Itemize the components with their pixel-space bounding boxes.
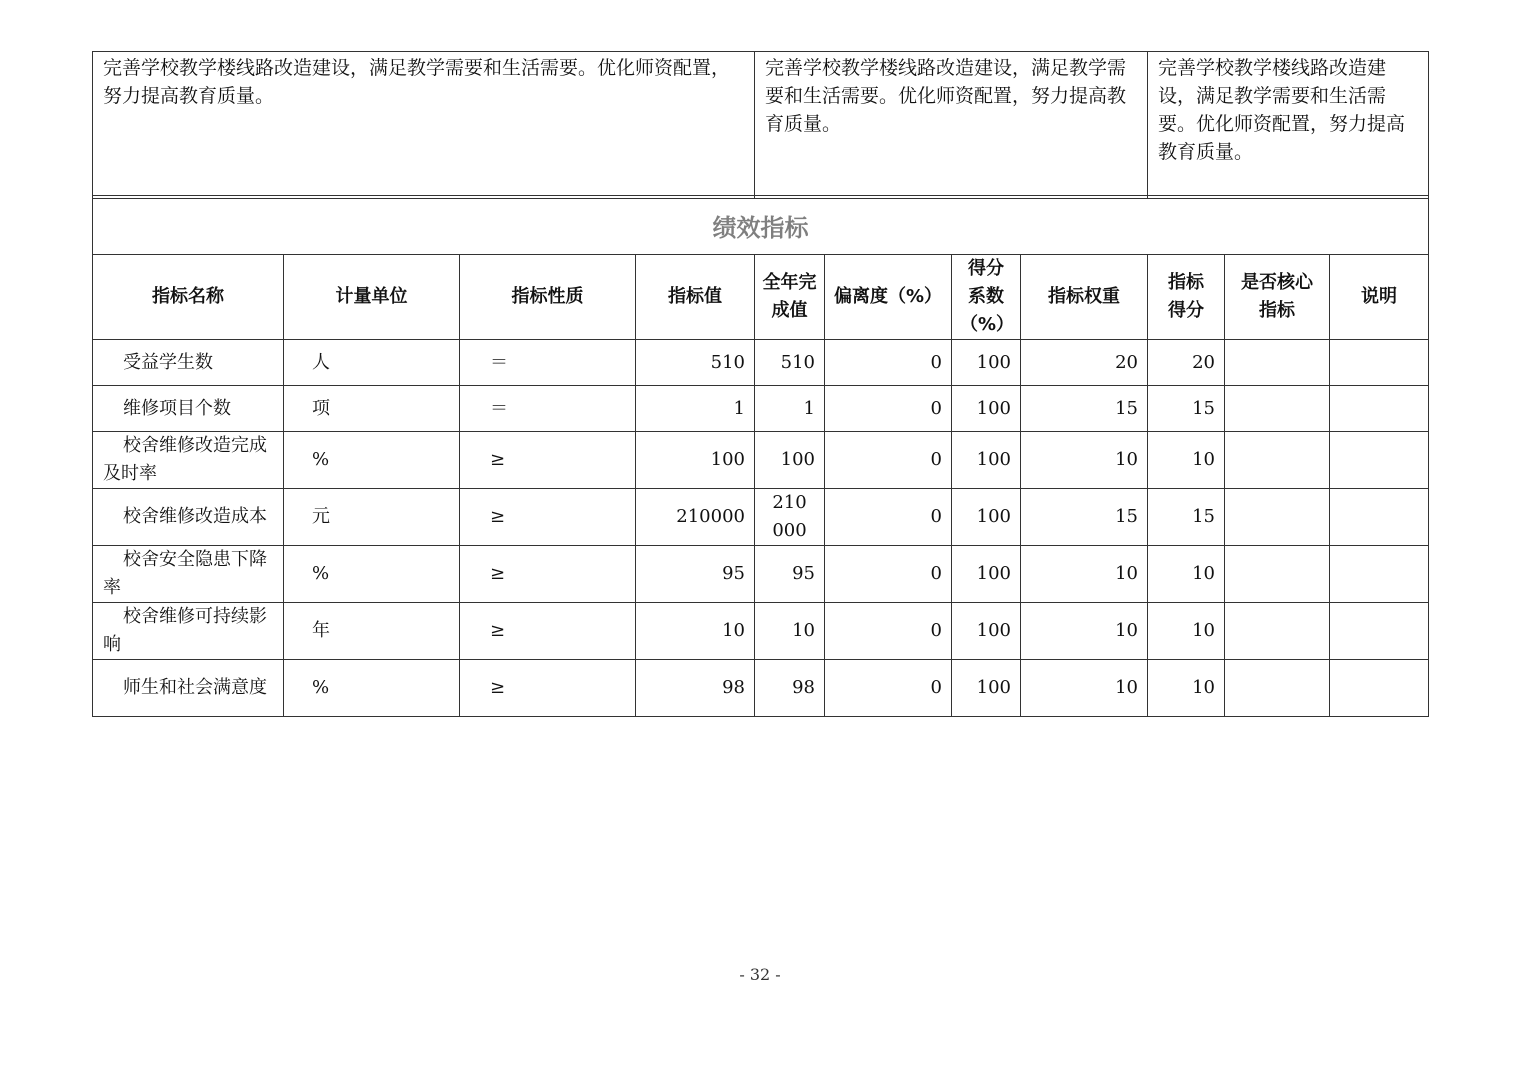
coefficient-cell: 100: [952, 660, 1021, 717]
header-target-value: 指标值: [636, 255, 755, 340]
coefficient-cell: 100: [952, 340, 1021, 386]
weight-cell: 10: [1021, 432, 1148, 489]
indicator-name: 校舍维修改造完成及时率: [93, 432, 284, 489]
note-cell: [1330, 489, 1429, 546]
indicator-name: 师生和社会满意度: [93, 660, 284, 717]
target-cell: 100: [636, 432, 755, 489]
header-nature: 指标性质: [460, 255, 636, 340]
target-cell: 510: [636, 340, 755, 386]
unit-cell: %: [284, 546, 460, 603]
actual-cell: 1: [755, 386, 825, 432]
table-row: [93, 340, 1429, 386]
header-indicator-name: 指标名称: [93, 255, 284, 340]
score-cell: 10: [1148, 660, 1225, 717]
deviation-cell: 0: [825, 340, 952, 386]
actual-cell: 210000: [755, 489, 825, 546]
score-cell: 10: [1148, 546, 1225, 603]
header-is-core: 是否核心指标: [1225, 255, 1330, 340]
score-cell: 10: [1148, 603, 1225, 660]
goals-table: [92, 51, 1429, 199]
core-cell: [1225, 386, 1330, 432]
actual-cell: 10: [755, 603, 825, 660]
kpi-section-title: [93, 196, 1429, 255]
goal-cell-2: 完善学校教学楼线路改造建设，满足教学需要和生活需要。优化师资配置，努力提高教育质量。: [755, 52, 1148, 199]
nature-cell: ＝: [460, 340, 636, 386]
weight-cell: 15: [1021, 489, 1148, 546]
deviation-cell: 0: [825, 546, 952, 603]
table-row: [93, 546, 1429, 603]
target-cell: 10: [636, 603, 755, 660]
header-weight: 指标权重: [1021, 255, 1148, 340]
actual-cell: 98: [755, 660, 825, 717]
weight-cell: 10: [1021, 603, 1148, 660]
nature-cell: ≥: [460, 546, 636, 603]
score-cell: 10: [1148, 432, 1225, 489]
coefficient-cell: 100: [952, 546, 1021, 603]
note-cell: [1330, 660, 1429, 717]
weight-cell: 10: [1021, 660, 1148, 717]
note-cell: [1330, 432, 1429, 489]
unit-cell: 元: [284, 489, 460, 546]
target-cell: 95: [636, 546, 755, 603]
indicator-name: 校舍维修可持续影响: [93, 603, 284, 660]
header-actual-value: 全年完成值: [755, 255, 825, 340]
header-score-coefficient: 得分系数（%）: [952, 255, 1021, 340]
target-cell: 98: [636, 660, 755, 717]
note-cell: [1330, 386, 1429, 432]
actual-cell: 100: [755, 432, 825, 489]
nature-cell: ≥: [460, 432, 636, 489]
kpi-header-row: [93, 255, 1429, 340]
weight-cell: 15: [1021, 386, 1148, 432]
kpi-table: [92, 195, 1429, 717]
goal-cell-3: 完善学校教学楼线路改造建设，满足教学需要和生活需要。优化师资配置，努力提高教育质量。: [1148, 52, 1429, 199]
unit-cell: 人: [284, 340, 460, 386]
indicator-name: 受益学生数: [93, 340, 284, 386]
header-deviation: 偏离度（%）: [825, 255, 952, 340]
unit-cell: 项: [284, 386, 460, 432]
unit-cell: %: [284, 432, 460, 489]
score-cell: 20: [1148, 340, 1225, 386]
coefficient-cell: 100: [952, 386, 1021, 432]
table-row: [93, 386, 1429, 432]
actual-cell: 510: [755, 340, 825, 386]
page-number: - 32 -: [739, 965, 781, 984]
coefficient-cell: 100: [952, 603, 1021, 660]
target-cell: 1: [636, 386, 755, 432]
table-row: [93, 489, 1429, 546]
core-cell: [1225, 340, 1330, 386]
deviation-cell: 0: [825, 489, 952, 546]
unit-cell: %: [284, 660, 460, 717]
nature-cell: ≥: [460, 603, 636, 660]
deviation-cell: 0: [825, 603, 952, 660]
table-row: [93, 603, 1429, 660]
note-cell: [1330, 603, 1429, 660]
indicator-name: 校舍维修改造成本: [93, 489, 284, 546]
weight-cell: 20: [1021, 340, 1148, 386]
deviation-cell: 0: [825, 660, 952, 717]
actual-cell: 95: [755, 546, 825, 603]
note-cell: [1330, 340, 1429, 386]
score-cell: 15: [1148, 386, 1225, 432]
header-note: 说明: [1330, 255, 1429, 340]
table-row: [93, 432, 1429, 489]
indicator-name: 校舍安全隐患下降率: [93, 546, 284, 603]
header-score: 指标得分: [1148, 255, 1225, 340]
core-cell: [1225, 489, 1330, 546]
kpi-section-title-text: 绩效指标: [712, 213, 809, 242]
core-cell: [1225, 660, 1330, 717]
indicator-name: 维修项目个数: [93, 386, 284, 432]
deviation-cell: 0: [825, 386, 952, 432]
nature-cell: ≥: [460, 489, 636, 546]
target-cell: 210000: [636, 489, 755, 546]
header-unit: 计量单位: [284, 255, 460, 340]
core-cell: [1225, 546, 1330, 603]
note-cell: [1330, 546, 1429, 603]
goals-row: [93, 52, 1429, 199]
unit-cell: 年: [284, 603, 460, 660]
score-cell: 15: [1148, 489, 1225, 546]
nature-cell: ＝: [460, 386, 636, 432]
table-row: [93, 660, 1429, 717]
coefficient-cell: 100: [952, 489, 1021, 546]
core-cell: [1225, 432, 1330, 489]
goal-cell-1: 完善学校教学楼线路改造建设，满足教学需要和生活需要。优化师资配置，努力提高教育质量。: [93, 52, 755, 199]
weight-cell: 10: [1021, 546, 1148, 603]
nature-cell: ≥: [460, 660, 636, 717]
coefficient-cell: 100: [952, 432, 1021, 489]
core-cell: [1225, 603, 1330, 660]
deviation-cell: 0: [825, 432, 952, 489]
